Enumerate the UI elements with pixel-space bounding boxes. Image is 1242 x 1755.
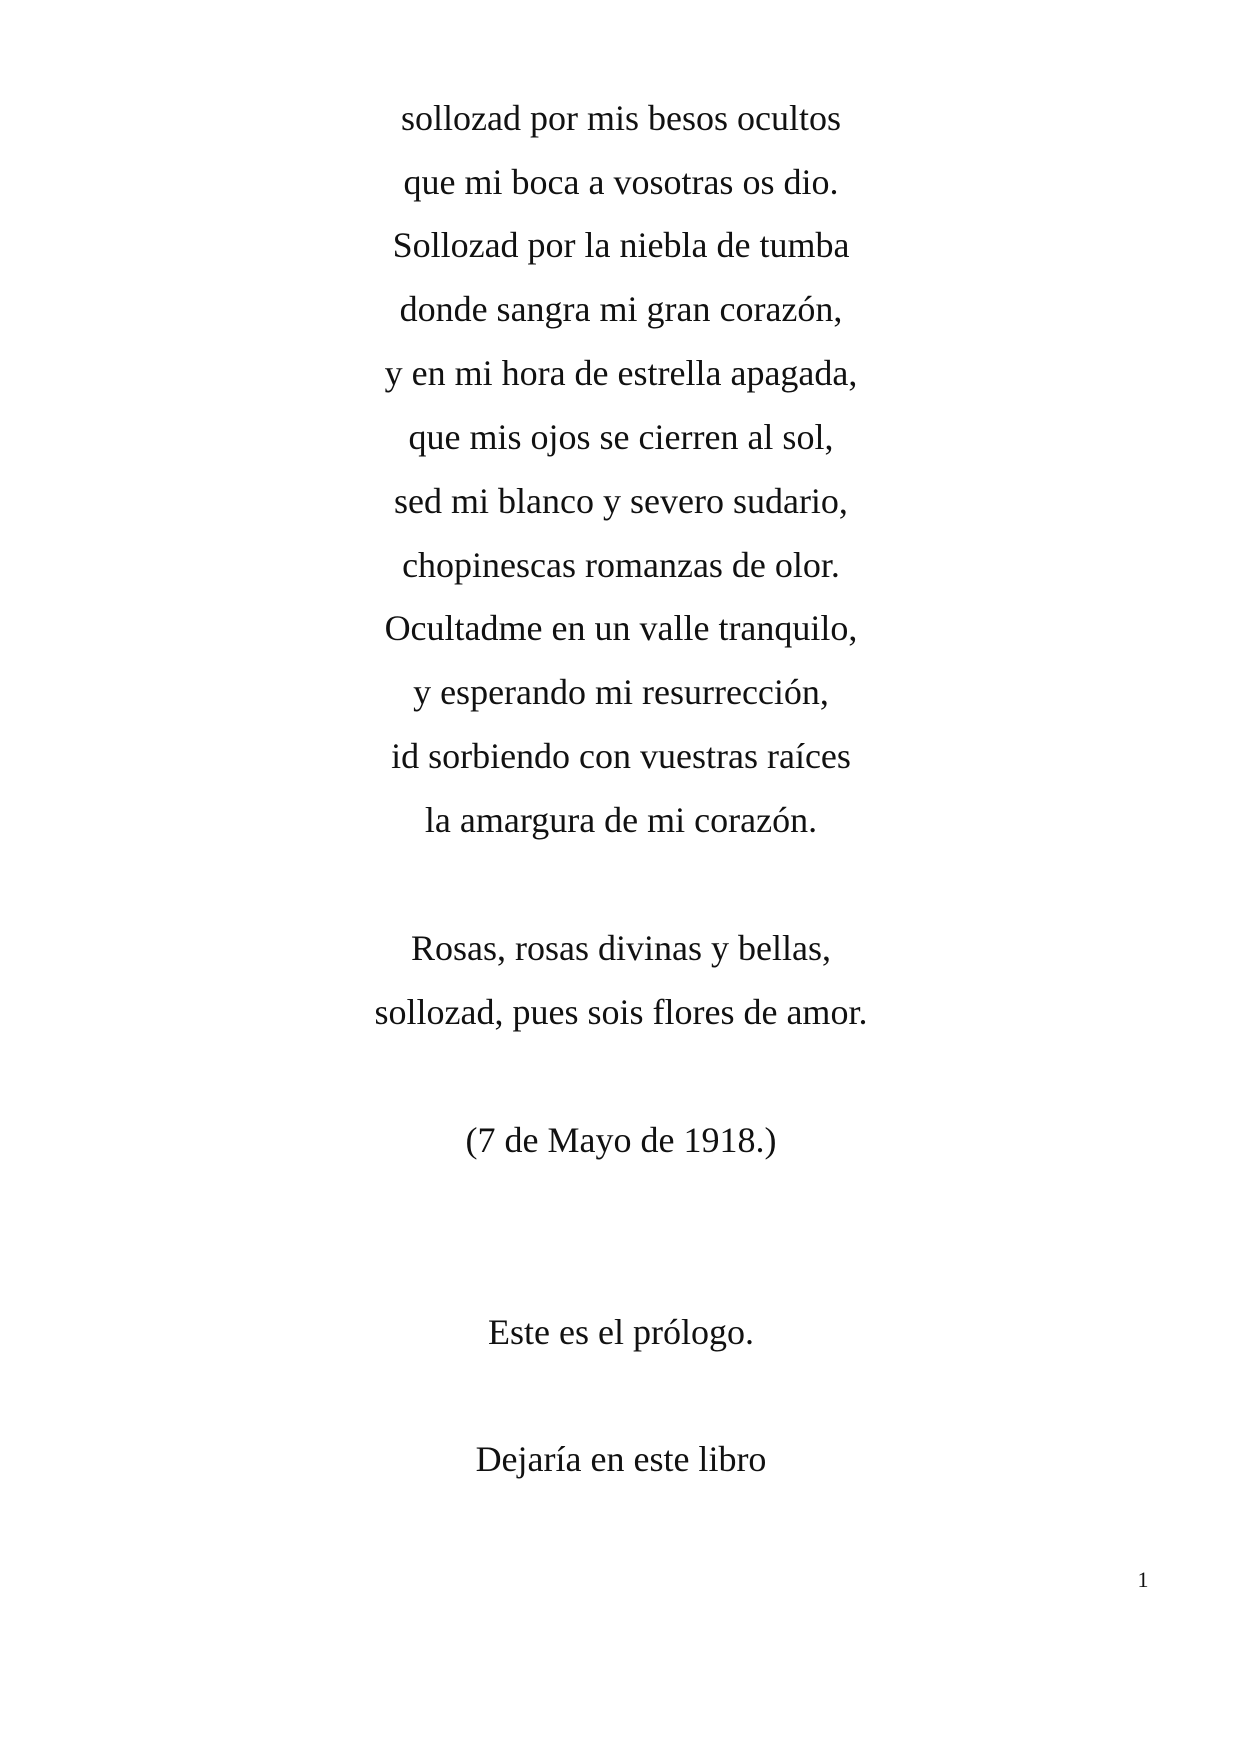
prologue-first-line: Dejaría en este libro <box>475 1439 767 1479</box>
poem-line: Sollozad por la niebla de tumba <box>392 225 850 265</box>
poem-line: sollozad por mis besos ocultos <box>401 98 841 138</box>
poem-line: y en mi hora de estrella apagada, <box>384 353 858 393</box>
poem-line: y esperando mi resurrección, <box>413 672 829 712</box>
poem-line: Rosas, rosas divinas y bellas, <box>411 928 831 968</box>
poem-line: id sorbiendo con vuestras raíces <box>391 736 851 776</box>
poem-line: la amargura de mi corazón. <box>424 800 818 840</box>
prologue-title: Este es el prólogo. <box>488 1312 754 1352</box>
poem-line: que mi boca a vosotras os dio. <box>403 162 839 202</box>
poem-line: sed mi blanco y severo sudario, <box>394 481 848 521</box>
poem-line: Ocultadme en un valle tranquilo, <box>384 608 858 648</box>
page-number: 1 <box>1137 1567 1149 1592</box>
poem-line: donde sangra mi gran corazón, <box>399 289 843 329</box>
poem-line: chopinescas romanzas de olor. <box>402 545 840 585</box>
poem-line: sollozad, pues sois flores de amor. <box>374 992 868 1032</box>
poem-line: que mis ojos se cierren al sol, <box>408 417 834 457</box>
poem-date: (7 de Mayo de 1918.) <box>465 1120 777 1160</box>
